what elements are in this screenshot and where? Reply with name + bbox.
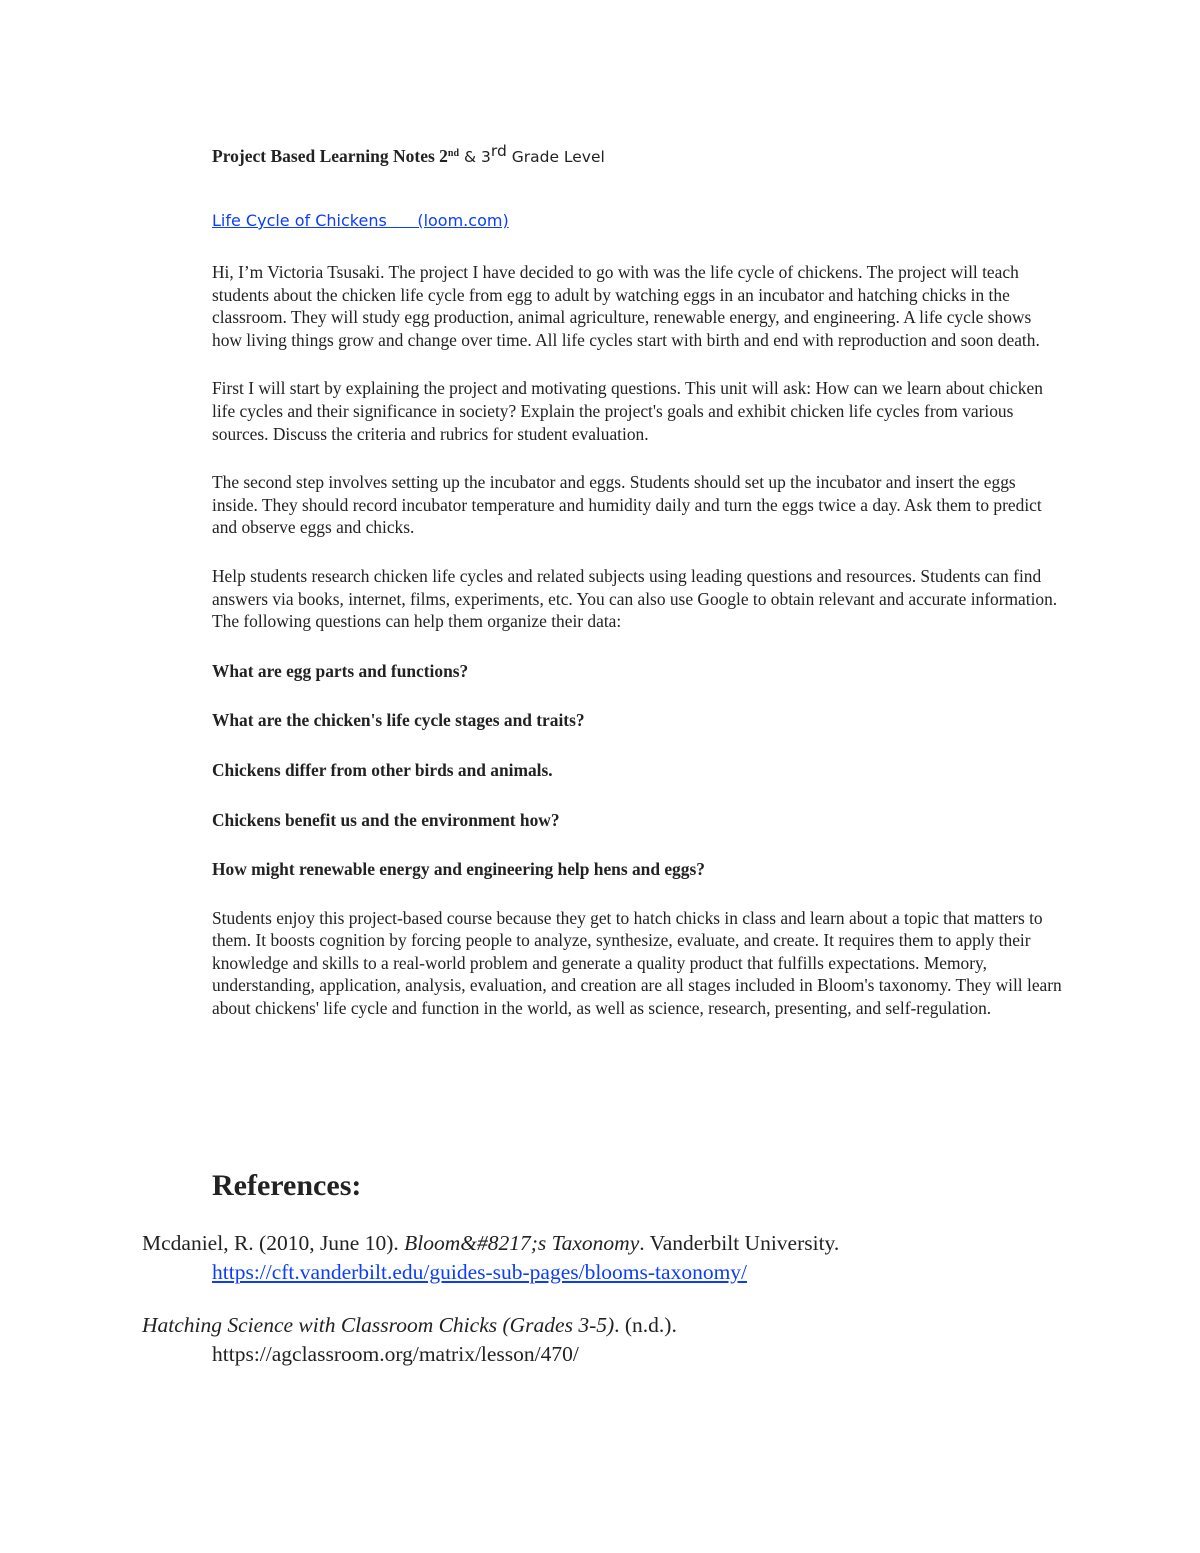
video-link[interactable]: Life Cycle of Chickens (loom.com): [212, 211, 509, 230]
step-one-paragraph: First I will start by explaining the project and motivating questions. This unit will ask: How can we learn about chicken life cycles and their significance in society? Explain the project's goals and exhibit chicken life cycles from various sources. Discuss the criteria and rubrics for student evaluation.: [212, 378, 1043, 444]
document-title: [212, 144, 1062, 169]
reference-mcdaniel-author: Mcdaniel, R. (2010, June 10).: [142, 1231, 405, 1255]
reference-hatching-title: Hatching Science with Classroom Chicks (Grades 3-5): [142, 1313, 615, 1337]
question-chickens-benefit: Chickens benefit us and the environment how?: [212, 809, 560, 830]
title-amp: & 3: [459, 148, 491, 166]
title-sup-nd: nd: [447, 148, 460, 159]
reference-mcdaniel-publisher: . Vanderbilt University.: [639, 1231, 840, 1255]
reference-hatching-date: . (n.d.).: [614, 1313, 677, 1337]
title-tail: Grade Level: [506, 148, 605, 166]
closing-paragraph: Students enjoy this project-based course because they get to hatch chicks in class and learn about a topic that matters to them. It boosts cognition by forcing people to analyze, synthesize, evaluate, and create. It requires them to apply their knowledge and skills to a real-world problem and generate a quality product that fulfills expectations. Memory, understanding, application, analysis, evaluation, and creation are all stages included in Bloom's taxonomy. They will learn about chickens' life cycle and function in the world, as well as science, research, presenting, and self-regulation.: [212, 907, 1062, 1019]
question-life-cycle-stages: What are the chicken's life cycle stages and traits?: [212, 710, 585, 731]
reference-mcdaniel-link[interactable]: https://cft.vanderbilt.edu/guides-sub-pages/blooms-taxonomy/: [212, 1260, 748, 1284]
question-egg-parts: What are egg parts and functions?: [212, 660, 469, 681]
research-paragraph: Help students research chicken life cycles and related subjects using leading questions and resources. Students can find answers via books, internet, films, experiments, etc. You can also use Google to obtain relevant and accurate information. The following questions can help them organize their data:: [212, 565, 1058, 632]
reference-mcdaniel-title: Bloom&#8217;s Taxonomy: [404, 1231, 640, 1255]
step-two-paragraph: The second step involves setting up the incubator and eggs. Students should set up the incubator and insert the eggs inside. They should record incubator temperature and humidity daily and turn the eggs twice a day. Ask them to predict and observe eggs and chicks.: [212, 472, 1042, 538]
question-chickens-differ: Chickens differ from other birds and animals.: [212, 759, 553, 780]
intro-paragraph: Hi, I’m Victoria Tsusaki. The project I have decided to go with was the life cycle of chickens. The project will teach students about the chicken life cycle from egg to adult by watching eggs in an incubator and hatching chicks in the classroom. They will study egg production, animal agriculture, renewable energy, and engineering. A life cycle shows how living things grow and change over time. All life cycles start with birth and end with reproduction and soon death.: [212, 262, 1040, 350]
document-body: [212, 144, 1062, 1020]
title-main: Project Based Learning Notes 2: [212, 146, 448, 166]
title-sup-rd: rd: [490, 142, 507, 160]
references-heading: References:: [212, 1169, 362, 1202]
reference-hatching-url: https://agclassroom.org/matrix/lesson/470/: [212, 1342, 579, 1366]
reference-hatching-science: [142, 1311, 1042, 1369]
reference-mcdaniel: [142, 1229, 1042, 1287]
question-renewable-energy: How might renewable energy and engineering help hens and eggs?: [212, 859, 705, 880]
